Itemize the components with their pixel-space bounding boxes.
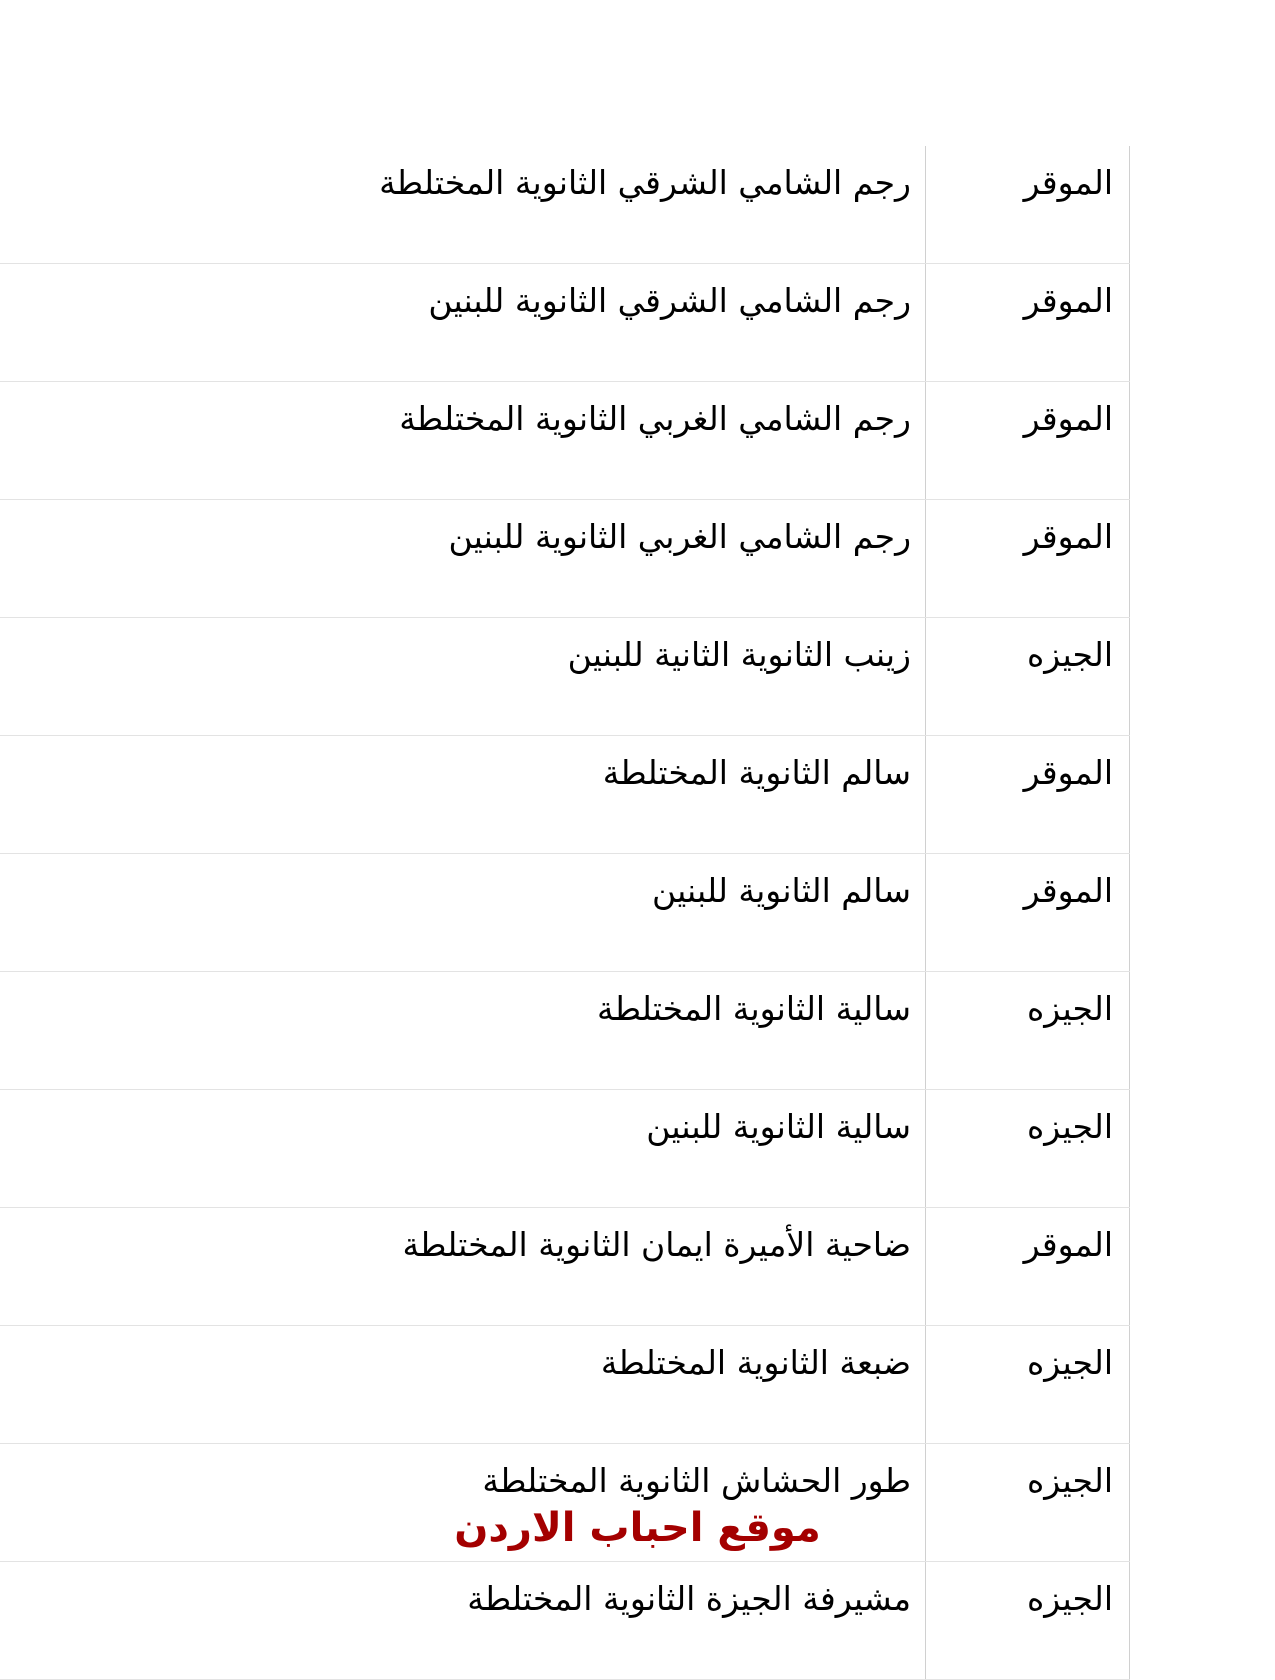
school-cell: رجم الشامي الغربي الثانوية المختلطة xyxy=(0,382,926,500)
table-row xyxy=(0,146,1130,264)
table-row xyxy=(0,854,1130,972)
school-cell: زينب الثانوية الثانية للبنين xyxy=(0,618,926,736)
district-cell: الجيزه xyxy=(926,1444,1130,1562)
school-cell: طور الحشاش الثانوية المختلطة xyxy=(0,1444,926,1562)
district-cell: الموقر xyxy=(926,382,1130,500)
school-cell: سالم الثانوية المختلطة xyxy=(0,736,926,854)
district-cell: الموقر xyxy=(926,264,1130,382)
table-row xyxy=(0,1208,1130,1326)
table-row xyxy=(0,500,1130,618)
table-row xyxy=(0,618,1130,736)
district-cell: الجيزه xyxy=(926,1562,1130,1680)
school-cell: سالية الثانوية للبنين xyxy=(0,1090,926,1208)
table-row xyxy=(0,1562,1130,1680)
district-cell: الجيزه xyxy=(926,972,1130,1090)
district-cell: الجيزه xyxy=(926,1326,1130,1444)
district-cell: الموقر xyxy=(926,1208,1130,1326)
district-cell: الموقر xyxy=(926,500,1130,618)
table-row xyxy=(0,972,1130,1090)
school-cell: سالية الثانوية المختلطة xyxy=(0,972,926,1090)
table-row xyxy=(0,1090,1130,1208)
table-row xyxy=(0,264,1130,382)
school-cell: ضاحية الأميرة ايمان الثانوية المختلطة xyxy=(0,1208,926,1326)
school-cell: رجم الشامي الشرقي الثانوية للبنين xyxy=(0,264,926,382)
school-cell: مشيرفة الجيزة الثانوية المختلطة xyxy=(0,1562,926,1680)
district-cell: الموقر xyxy=(926,736,1130,854)
table-row xyxy=(0,382,1130,500)
school-cell: ضبعة الثانوية المختلطة xyxy=(0,1326,926,1444)
district-cell: الجيزه xyxy=(926,618,1130,736)
school-cell: رجم الشامي الغربي الثانوية للبنين xyxy=(0,500,926,618)
table-row xyxy=(0,736,1130,854)
district-cell: الجيزه xyxy=(926,1090,1130,1208)
district-cell: الموقر xyxy=(926,146,1130,264)
school-cell: سالم الثانوية للبنين xyxy=(0,854,926,972)
school-cell: رجم الشامي الشرقي الثانوية المختلطة xyxy=(0,146,926,264)
table-row xyxy=(0,1326,1130,1444)
footer-site-title: موقع احباب الاردن xyxy=(454,1505,821,1551)
schools-table xyxy=(0,146,1130,1680)
district-cell: الموقر xyxy=(926,854,1130,972)
